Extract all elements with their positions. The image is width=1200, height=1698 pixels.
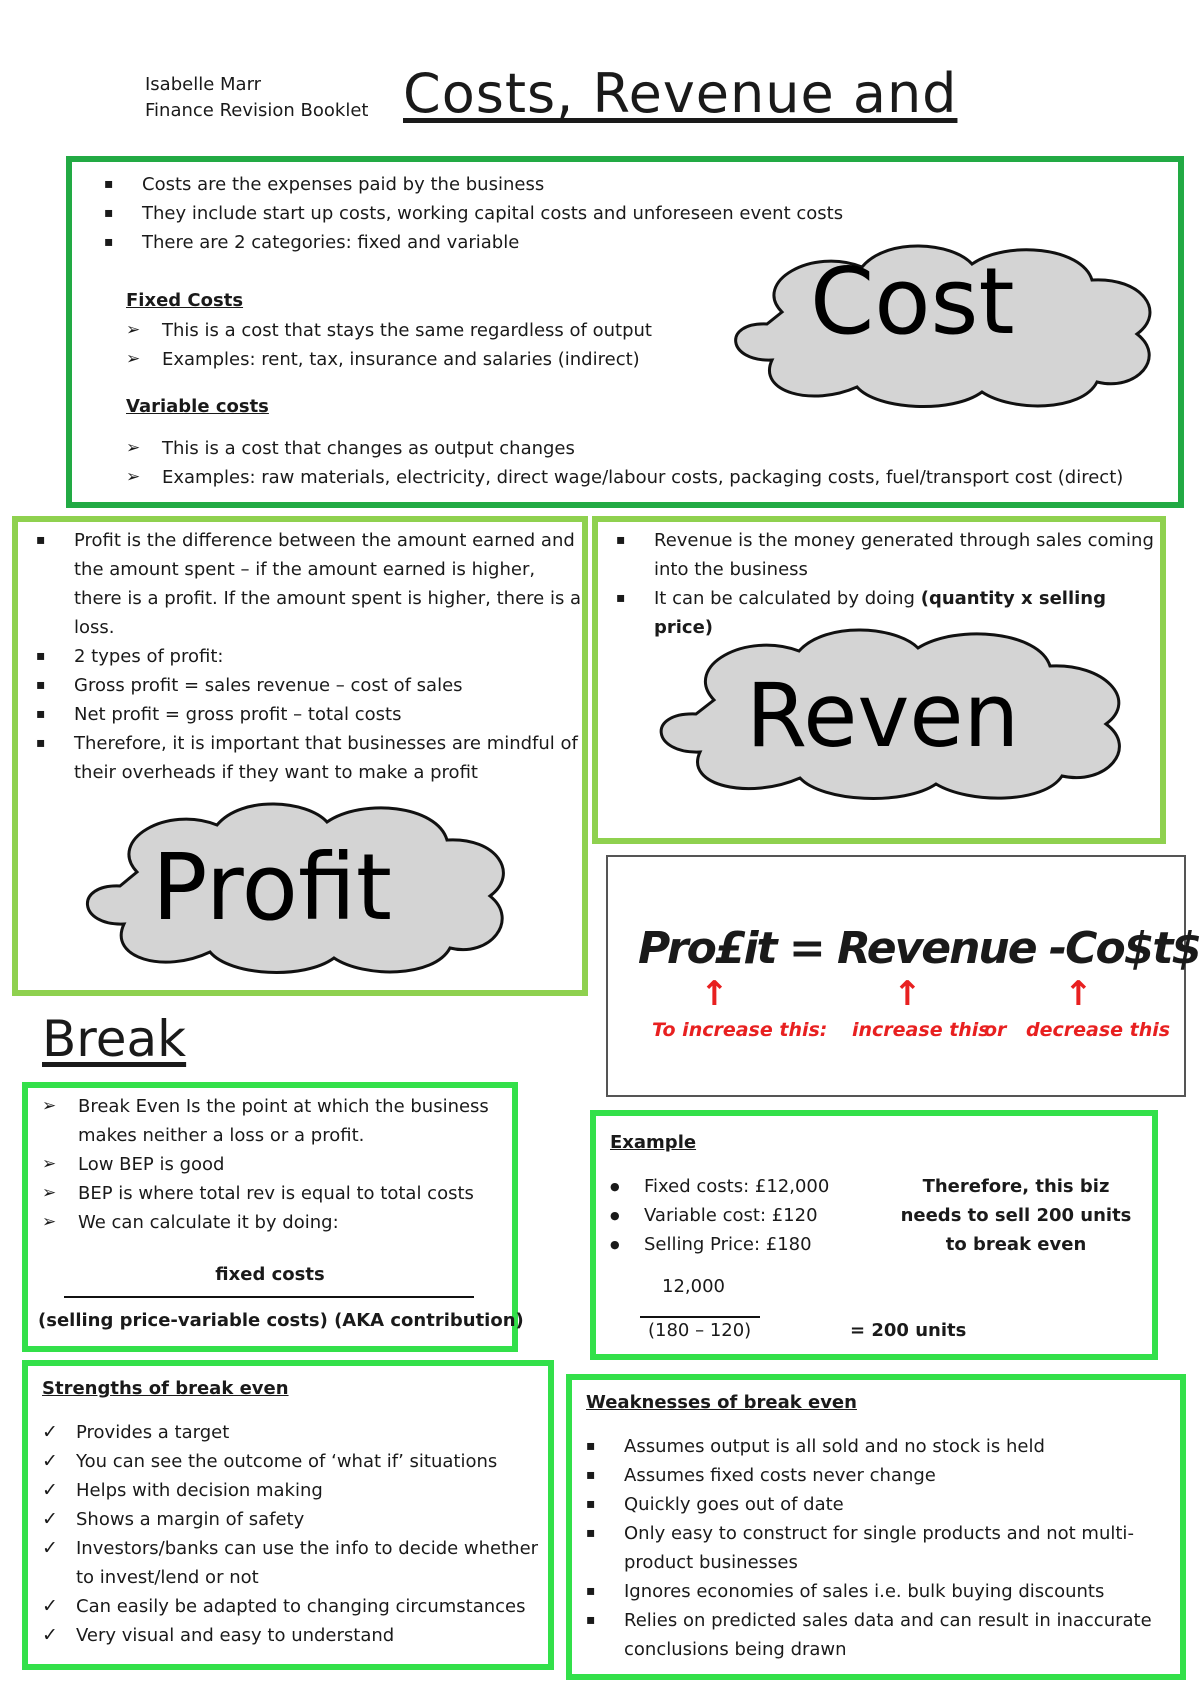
page-title: Costs, Revenue and <box>403 62 958 125</box>
list-item: ✓ Shows a margin of safety <box>42 1505 547 1534</box>
list-item: ● Variable cost: £120 <box>596 1201 916 1230</box>
conclusion-line: Therefore, this biz <box>922 1176 1110 1197</box>
list-item: ➢ Examples: raw materials, electricity, direct wage/labour costs, packaging costs, fuel/transport cost (direct) <box>126 463 1176 492</box>
revenue-cloud-word: Reven <box>746 664 1020 767</box>
fixed-costs-heading: Fixed Costs <box>126 290 244 311</box>
list-item: ▪ Quickly goes out of date <box>572 1490 1172 1519</box>
author-block <box>145 72 368 124</box>
list-item: ✓ Investors/banks can use the info to decide whether to invest/lend or not <box>42 1534 547 1592</box>
arrow-up-icon: ↑ <box>700 974 729 1014</box>
list-item: ● Fixed costs: £12,000 <box>596 1172 916 1201</box>
profit-formula-text: Pro£it = Revenue -Co$t$ <box>638 923 1200 974</box>
list-item: ➢ Examples: rent, tax, insurance and salaries (indirect) <box>126 345 826 374</box>
fraction-line <box>64 1296 474 1298</box>
bep-denominator: (selling price-variable costs) (AKA contribution) <box>38 1310 524 1331</box>
example-list <box>596 1172 916 1259</box>
list-item: ▪ Net profit = gross profit – total costs <box>22 700 582 729</box>
strengths-section <box>22 1360 554 1670</box>
weaknesses-heading: Weaknesses of break even <box>586 1392 857 1413</box>
example-conclusion <box>896 1172 1136 1259</box>
list-item: ➢ Break Even Is the point at which the business makes neither a loss or a profit. <box>42 1092 502 1150</box>
list-item: ▪ Revenue is the money generated through sales coming into the business <box>602 526 1158 584</box>
variable-costs-heading: Variable costs <box>126 396 269 417</box>
list-item: ● Selling Price: £180 <box>596 1230 916 1259</box>
list-item: ▪ Gross profit = sales revenue – cost of sales <box>22 671 582 700</box>
example-section <box>590 1110 1158 1360</box>
example-numerator: 12,000 <box>662 1276 725 1297</box>
variable-costs-list <box>126 434 1176 492</box>
list-item: ➢ This is a cost that stays the same regardless of output <box>126 316 826 345</box>
list-item: ✓ Provides a target <box>42 1418 547 1447</box>
list-item: ▪ They include start up costs, working capital costs and unforeseen event costs <box>90 199 1150 228</box>
list-item: ▪ Therefore, it is important that businesses are mindful of their overheads if they want to make a profit <box>22 729 582 787</box>
list-item: ➢ BEP is where total rev is equal to total costs <box>42 1179 502 1208</box>
bep-numerator: fixed costs <box>215 1264 325 1285</box>
list-item: ▪ Profit is the difference between the amount earned and the amount spent – if the amount earned is higher, there is a profit. If the amount spent is higher, there is a loss. <box>22 526 582 642</box>
revenue-calc-text: It can be calculated by doing <box>654 588 921 609</box>
weaknesses-list <box>572 1432 1172 1664</box>
example-result: = 200 units <box>850 1320 967 1341</box>
profit-bullet-list <box>22 526 582 787</box>
revenue-calc-formula: (quantity x selling price) <box>654 588 1106 638</box>
list-item: ▪ Ignores economies of sales i.e. bulk buying discounts <box>572 1577 1172 1606</box>
list-item: ▪ Costs are the expenses paid by the business <box>90 170 1150 199</box>
profit-section <box>12 516 588 996</box>
list-item: ▪ Relies on predicted sales data and can result in inaccurate conclusions being drawn <box>572 1606 1172 1664</box>
example-heading: Example <box>610 1132 697 1153</box>
example-denominator: (180 – 120) <box>648 1320 752 1341</box>
list-item: ▪ Assumes fixed costs never change <box>572 1461 1172 1490</box>
arrow-up-icon: ↑ <box>893 974 922 1014</box>
weaknesses-section <box>566 1374 1186 1680</box>
list-item: ✓ Very visual and easy to understand <box>42 1621 547 1650</box>
conclusion-line: to break even <box>945 1234 1087 1255</box>
list-item: ✓ Can easily be adapted to changing circumstances <box>42 1592 547 1621</box>
formula-label-or: or <box>984 1019 1007 1041</box>
revenue-bullet-list <box>602 526 1158 642</box>
profit-cloud-word: Profit <box>152 834 392 941</box>
booklet-subtitle: Finance Revision Booklet <box>145 100 369 121</box>
formula-label-profit: To increase this: <box>652 1019 828 1041</box>
formula-label-costs: decrease this <box>1026 1019 1171 1041</box>
break-even-heading: Break <box>42 1010 187 1068</box>
list-item: ▪ Assumes output is all sold and no stock is held <box>572 1432 1172 1461</box>
break-even-section <box>22 1082 524 1352</box>
author-name: Isabelle Marr <box>145 74 262 95</box>
formula-label-revenue: increase this <box>852 1019 990 1041</box>
list-item: ▪ Only easy to construct for single products and not multi-product businesses <box>572 1519 1172 1577</box>
list-item: ✓ You can see the outcome of ‘what if’ situations <box>42 1447 547 1476</box>
break-even-list <box>42 1092 502 1237</box>
list-item: ➢ This is a cost that changes as output changes <box>126 434 1176 463</box>
list-item: ▪ 2 types of profit: <box>22 642 582 671</box>
list-item: ➢ We can calculate it by doing: <box>42 1208 502 1237</box>
profit-formula-image <box>606 855 1200 1097</box>
revenue-section <box>592 516 1166 844</box>
cost-cloud-word: Cost <box>810 248 1015 355</box>
fraction-line <box>640 1316 760 1318</box>
arrow-up-icon: ↑ <box>1064 974 1093 1014</box>
list-item: ✓ Helps with decision making <box>42 1476 547 1505</box>
strengths-heading: Strengths of break even <box>42 1378 289 1399</box>
costs-section <box>66 156 1184 508</box>
conclusion-line: needs to sell 200 units <box>900 1205 1132 1226</box>
list-item: ➢ Low BEP is good <box>42 1150 502 1179</box>
list-item: ▪ There are 2 categories: fixed and variable <box>90 228 1150 257</box>
strengths-list <box>42 1418 547 1650</box>
